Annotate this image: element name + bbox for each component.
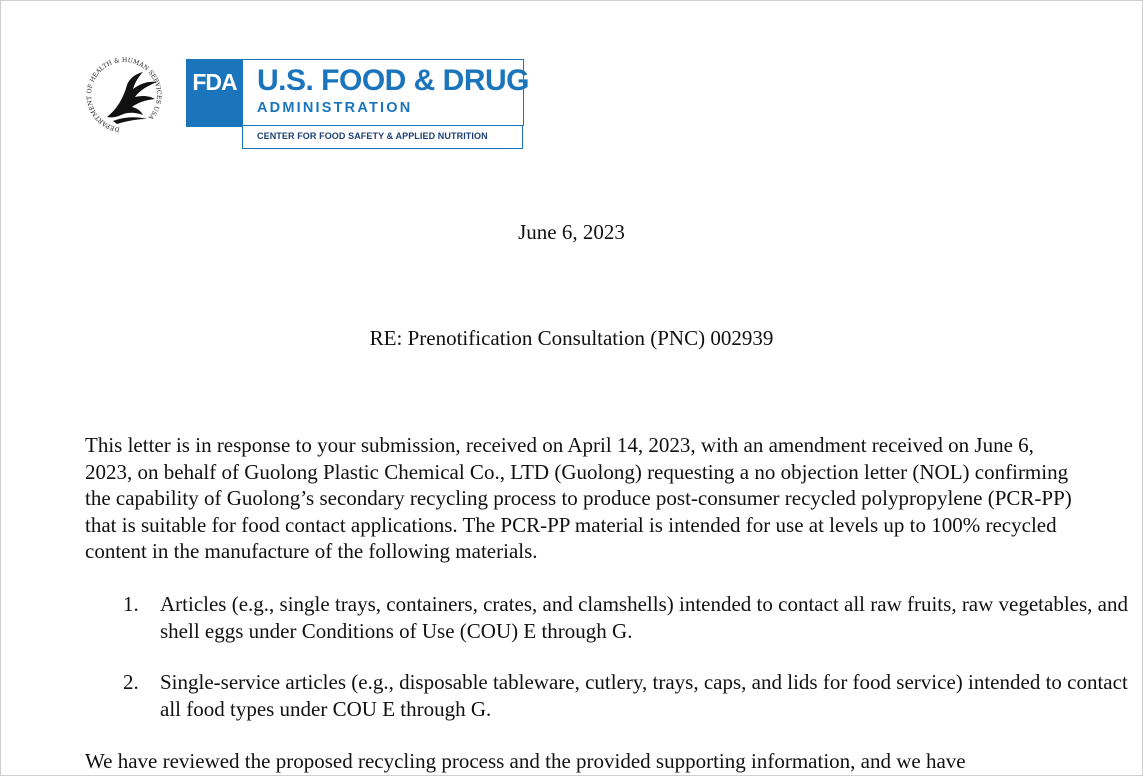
- fda-logo: [186, 59, 530, 151]
- review-paragraph: We have reviewed the proposed recycling process and the provided supporting information, and we have: [85, 749, 966, 773]
- agency-title: U.S. FOOD & DRUG: [257, 64, 530, 97]
- center-box: [242, 125, 523, 149]
- fda-title-box: [243, 59, 530, 126]
- list-item-text: Single-service articles (e.g., disposable tableware, cutlery, trays, caps, and lids for food service) intended to contact all food types under COU E through G.: [160, 670, 1128, 721]
- re-line: RE: Prenotification Consultation (PNC) 002939: [369, 326, 774, 350]
- list-item: [85, 591, 1143, 644]
- seal-ring-text: DEPARTMENT OF HEALTH & HUMAN SERVICES USA: [86, 56, 163, 133]
- fda-mark: FDA: [186, 59, 243, 127]
- list-item-text: Articles (e.g., single trays, containers, crates, and clamshells) intended to contact all raw fruits, raw vegetables, and shell eggs under Conditions of Use (COU) E through G.: [160, 592, 1128, 643]
- agency-subtitle: ADMINISTRATION: [257, 100, 413, 116]
- hhs-eagle-seal-icon: [83, 55, 165, 135]
- intro-paragraph: This letter is in response to your submission, received on April 14, 2023, with an amendment received on June 6, 2023, on behalf of Guolong Plastic Chemical Co., LTD (Guolong) requesting a no objection letter (NOL) confirming the capability of Guolong’s secondary recycling process to produce post-consumer recycled polypropylene (PCR-PP) that is suitable for food contact applications. The PCR-PP material is intended for use at levels up to 100% recycled content in the manufacture of the following materials.: [85, 433, 1072, 563]
- list-item-number: 2.: [123, 670, 139, 694]
- center-name: CENTER FOR FOOD SAFETY & APPLIED NUTRITION: [257, 131, 488, 141]
- letter-date: June 6, 2023: [518, 220, 625, 244]
- list-item-number: 1.: [123, 592, 139, 616]
- list-item: [85, 669, 1143, 722]
